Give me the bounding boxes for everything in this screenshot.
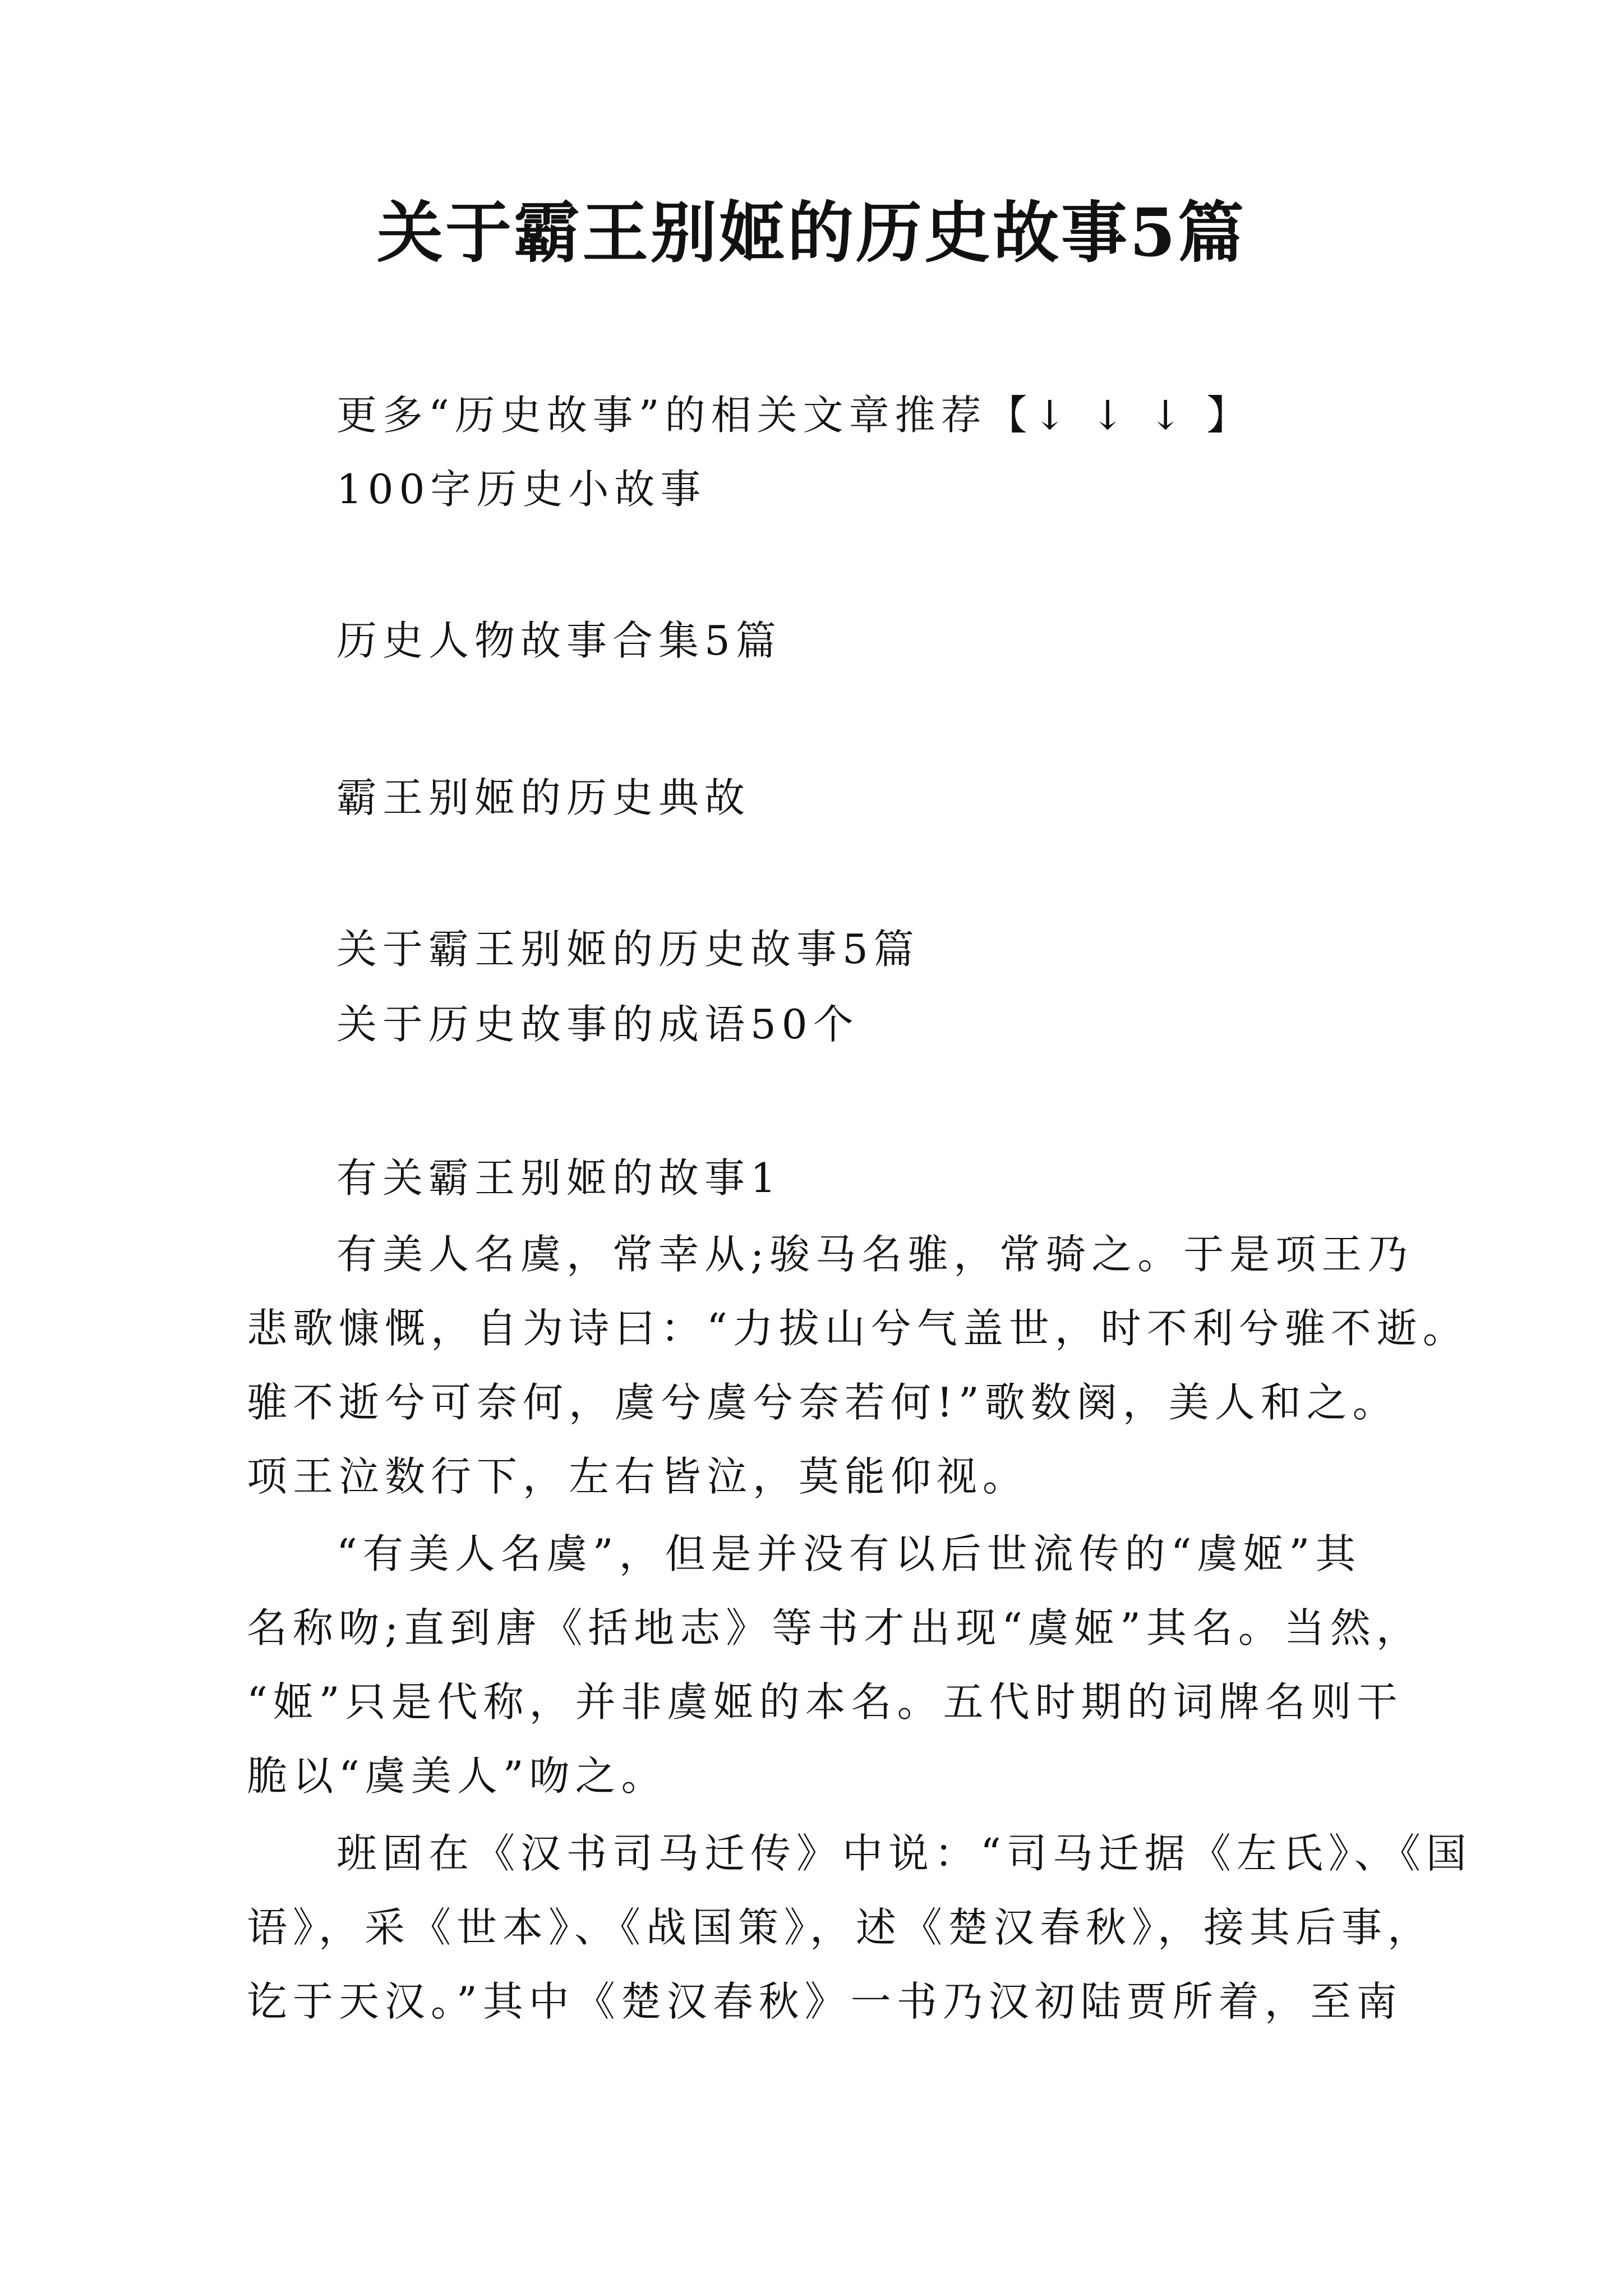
paragraph-line: 项王泣数行下，左右皆泣，莫能仰视。 xyxy=(247,1453,1029,1500)
paragraph-line: 脆以“虞美人”吻之。 xyxy=(247,1752,667,1800)
recommend-link-1[interactable]: 100字历史小故事 xyxy=(336,466,707,513)
recommend-heading: 更多“历史故事”的相关文章推荐【↓ ↓ ↓ 】 xyxy=(336,392,1253,439)
paragraph-line: 悲歌慷慨，自为诗曰：“力拔山兮气盖世，时不利兮骓不逝。 xyxy=(247,1305,1469,1352)
paragraph-line: 有美人名虞，常幸从;骏马名骓，常骑之。于是项王乃 xyxy=(336,1231,1414,1278)
paragraph-line: 名称吻;直到唐《括地志》等书才出现“虞姬”其名。当然， xyxy=(247,1604,1422,1651)
recommend-link-3[interactable]: 霸王别姬的历史典故 xyxy=(336,774,751,821)
recommend-link-2[interactable]: 历史人物故事合集5篇 xyxy=(336,617,782,664)
paragraph-line: “姬”只是代称，并非虞姬的本名。五代时期的词牌名则干 xyxy=(247,1678,1403,1726)
page-title: 关于霸王别姬的历史故事5篇 xyxy=(376,194,1247,272)
paragraph-line: 语》，采《世本》、《战国策》，述《楚汉春秋》，接其后事， xyxy=(247,1904,1434,1951)
paragraph-line: 讫于天汉。”其中《楚汉春秋》一书乃汉初陆贾所着，至南 xyxy=(247,1978,1403,2025)
story-heading: 有关霸王别姬的故事1 xyxy=(336,1154,782,1202)
paragraph-line: “有美人名虞”，但是并没有以后世流传的“虞姬”其 xyxy=(336,1530,1362,1577)
paragraph-line: 骓不逝兮可奈何，虞兮虞兮奈若何!”歌数阕，美人和之。 xyxy=(247,1379,1399,1426)
paragraph-line: 班固在《汉书司马迁传》中说：“司马迁据《左氏》、《国 xyxy=(336,1830,1472,1877)
recommend-link-5[interactable]: 关于历史故事的成语50个 xyxy=(336,1001,859,1048)
recommend-link-4[interactable]: 关于霸王别姬的历史故事5篇 xyxy=(336,926,920,973)
